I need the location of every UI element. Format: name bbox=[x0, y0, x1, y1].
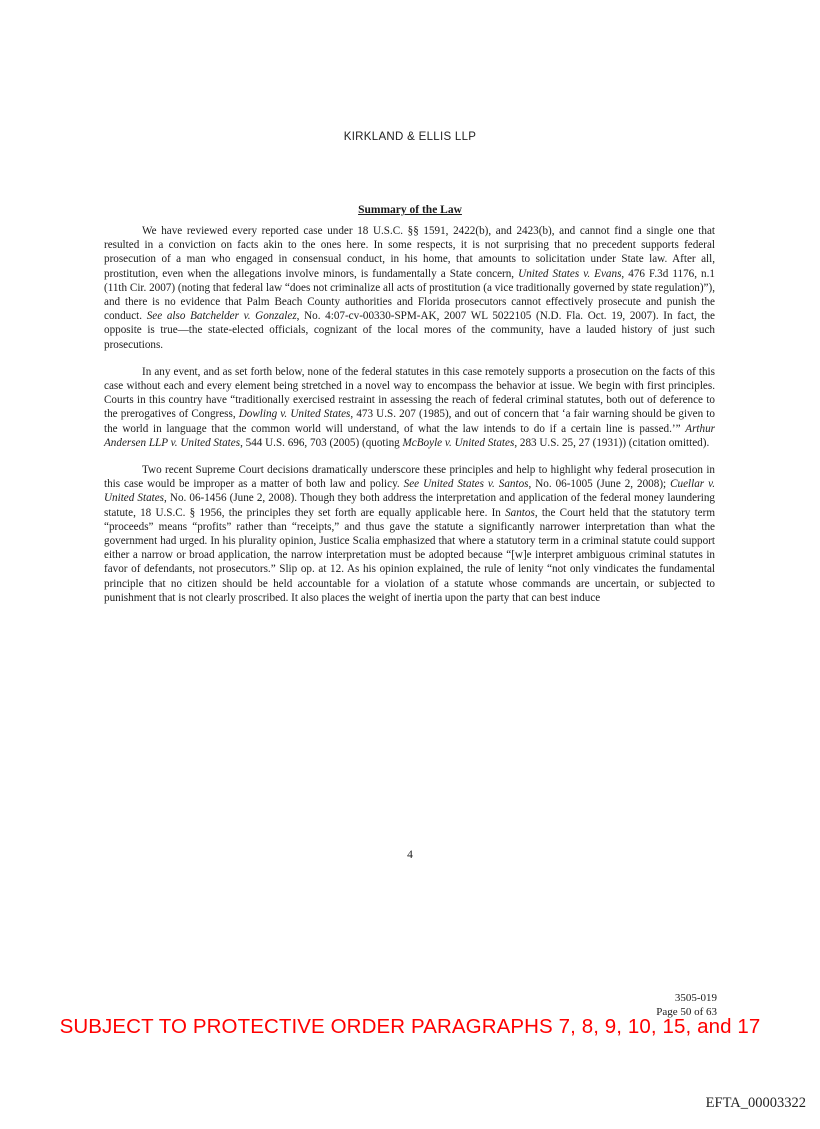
section-heading: Summary of the Law bbox=[358, 204, 462, 216]
case-citation: Arthur Andersen LLP v. United States bbox=[104, 422, 715, 449]
case-citation: Dowling v. United States bbox=[238, 408, 351, 421]
case-citation: McBoyle v. United States bbox=[402, 436, 515, 449]
doc-ref-id: 3505-019 bbox=[674, 992, 717, 1004]
letterhead: KIRKLAND & ELLIS LLP bbox=[343, 131, 477, 143]
bates-number: EFTA_00003322 bbox=[705, 1095, 806, 1111]
page-number: 4 bbox=[407, 849, 413, 861]
text-run: In any event, and as set forth below, none of the federal statutes in this case remotely supports a prosecution on the facts of this case without each and every element being stretched in a novel way to encompass the behavior at issue. We begin with first principles. Courts in this country have “traditionally exercised restraint in assessing the reach of federal criminal statutes, both out of deference to the prerogatives of Congress, bbox=[104, 365, 715, 421]
protective-order-notice: SUBJECT TO PROTECTIVE ORDER PARAGRAPHS 7, 8, 9, 10, 15, and 17 bbox=[59, 1015, 761, 1038]
text-run: , No. 06-1456 (June 2, 2008). Though they both address the interpretation and application of the federal money laundering statute, 18 U.S.C. § 1956, the principles they set forth are equally applicable here. In bbox=[104, 492, 716, 519]
paragraph-2 bbox=[104, 365, 715, 450]
text-run: , 476 F.3d 1176, n.1 (11th Cir. 2007) (noting that federal law “does not criminalize all acts of prostitution (a vice traditionally governed by state regulation)”), and there is no evidence that Palm Beach County authorities and Florida prosecutors cannot effectively prosecute and punish the conduct. bbox=[104, 267, 715, 323]
text-run: We have reviewed every reported case under 18 U.S.C. §§ 1591, 2422(b), and 2423(b), and cannot find a single one that resulted in a conviction on facts akin to the ones here. In some respects, it is not surprising that no precedent supports federal prosecution of a man who engaged in consensual conduct, in his home, that amounts to solicitation under State law. After all, prostitution, even when the allegations involve minors, is fundamentally a State concern, bbox=[104, 225, 715, 280]
text-run: Two recent Supreme Court decisions dramatically underscore these principles and help to highlight why federal prosecution in this case would be improper as a matter of both law and policy. bbox=[104, 464, 715, 491]
text-run: , the Court held that the statutory term “proceeds” means “profits” rather than “receipts,” and thus gave the statute a significantly narrower interpretation than what the government had urged. In his plurality opinion, Justice Scalia emphasized that where a statutory term in a criminal statute could support either a narrow or broad application, the narrow interpretation must be adopted because “[w]e interpret ambiguous criminal statutes in favor of defendants, not prosecutors.” Slip op. at 12. As his opinion explained, the rule of lenity “not only vindicates the fundamental principle that no citizen should be held accountable for a violation of a statute whose commands are uncertain, or subjected to punishment that is not clearly proscribed. It also places the weight of inertia upon the party that can best induce bbox=[104, 506, 716, 604]
text-run: , No. 4:07-cv-00330-SPM-AK, 2007 WL 5022105 (N.D. Fla. Oct. 19, 2007). In fact, the opposite is true—the state-elected officials, cognizant of the local mores of the community, have a lauded history of just such prosecutions. bbox=[104, 310, 715, 351]
text-run: , 544 U.S. 696, 703 (2005) (quoting bbox=[240, 436, 403, 449]
text-run: , No. 06-1005 (June 2, 2008); bbox=[528, 478, 671, 491]
text-run: , 473 U.S. 207 (1985), and out of concern that ‘a fair warning should be given to the world in language that the common world will understand, of what the law intends to do if a certain line is passed.’” bbox=[104, 408, 715, 435]
case-citation: See United States v. Santos bbox=[403, 478, 529, 491]
case-citation: Cuellar v. United States bbox=[104, 478, 715, 505]
case-citation: Santos bbox=[505, 506, 535, 519]
case-citation: See also Batchelder v. Gonzalez bbox=[146, 310, 297, 323]
paragraph-1 bbox=[104, 224, 715, 352]
page-of-count: Page 50 of 63 bbox=[656, 1006, 717, 1018]
case-citation: United States v. Evans bbox=[518, 267, 622, 280]
paragraph-3 bbox=[104, 463, 715, 605]
text-run: , 283 U.S. 25, 27 (1931)) (citation omitted). bbox=[514, 436, 710, 449]
body-text bbox=[104, 224, 715, 618]
